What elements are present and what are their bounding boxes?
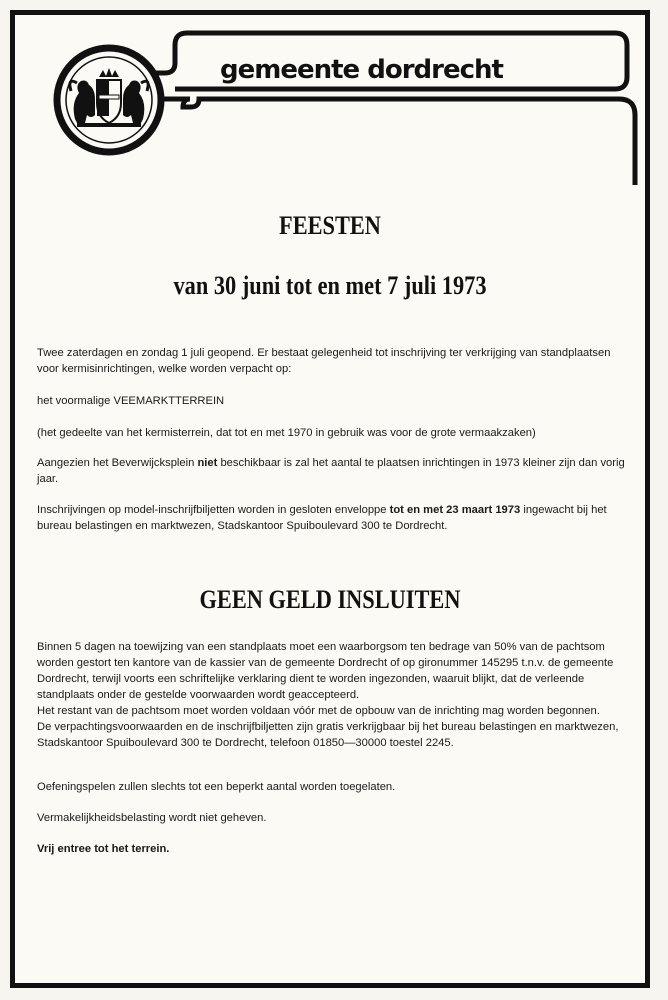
conditions-text-5: Vermakelijkheidsbelasting wordt niet geheven.	[37, 812, 267, 824]
intro-text-4-a: Aangezien het Beverwijcksplein	[37, 457, 198, 469]
conditions-paragraph-4	[37, 779, 635, 795]
event-dates-headline: van 30 juni tot en met 7 juli 1973	[173, 271, 487, 300]
intro-text-5	[37, 502, 635, 534]
intro-text-5-bold: tot en met 23 maart 1973	[389, 504, 521, 516]
conditions-paragraph-6	[37, 841, 635, 857]
intro-paragraph-1	[37, 345, 635, 377]
intro-paragraph-3	[37, 425, 635, 441]
intro-text-2: het voormalige VEEMARKTTERREIN	[37, 395, 225, 407]
event-headline: FEESTEN	[279, 211, 381, 240]
conditions-block	[37, 639, 635, 751]
intro-text-4-b: beschikbaar is zal het aantal te plaatsen inrichtingen in 1973 kleiner zijn dan vorig jaar.	[37, 457, 625, 485]
intro-text-4	[37, 455, 635, 487]
conditions-text-6: Vrij entree tot het terrein.	[37, 843, 170, 855]
conditions-text-4: Oefeningspelen zullen slechts tot een beperkt aantal worden toegelaten.	[37, 781, 396, 793]
conditions-text-1: Binnen 5 dagen na toewijzing van een standplaats moet een waarborgsom ten bedrage van 50% van de pachtsom worden gestort ten kantore van de kassier van de gemeente Dordrecht of op gironummer 145295 t.n.v. de gemeente Dordrecht, terwijl voorts een schriftelijke verklaring dient te worden ingezonden, waaruit blijkt, dat de verleende standplaats onder de gestelde voorwaarden wordt geaccepteerd.	[37, 641, 614, 701]
conditions-paragraph-5	[37, 810, 635, 826]
intro-paragraph-2	[37, 393, 635, 409]
notice-headline: GEEN GELD INSLUITEN	[199, 585, 461, 614]
municipality-title: gemeente dordrecht	[220, 55, 503, 85]
intro-text-1: Twee zaterdagen en zondag 1 juli geopend. Er bestaat gelegenheid tot inschrijving ter verkrijging van standplaatsen voor kermisinrichtingen, welke worden verpacht op:	[37, 347, 611, 375]
conditions-text-2: Het restant van de pachtsom moet worden voldaan vóór met de opbouw van de inrichting mag worden begonnen.	[37, 705, 600, 717]
intro-paragraph-4	[37, 455, 635, 487]
intro-paragraph-5	[37, 502, 635, 534]
page-border	[10, 10, 650, 988]
intro-text-3: (het gedeelte van het kermisterrein, dat tot en met 1970 in gebruik was voor de grote vermaakzaken)	[37, 427, 536, 439]
intro-text-5-b: ingewacht bij het bureau belastingen en marktwezen, Stadskantoor Spuiboulevard 300 te Dordrecht.	[37, 504, 607, 532]
intro-text-5-a: Inschrijvingen op model-inschrijfbiljetten worden in gesloten enveloppe	[37, 504, 390, 516]
intro-text-4-bold: niet	[197, 457, 218, 469]
header-banner	[15, 15, 645, 185]
conditions-text-3: De verpachtingsvoorwaarden en de inschrijfbiljetten zijn gratis verkrijgbaar bij het bureau belastingen en marktwezen, Stadskantoor Spuiboulevard 300 te Dordrecht, telefoon 01850—30000 toestel 2245.	[37, 721, 619, 749]
